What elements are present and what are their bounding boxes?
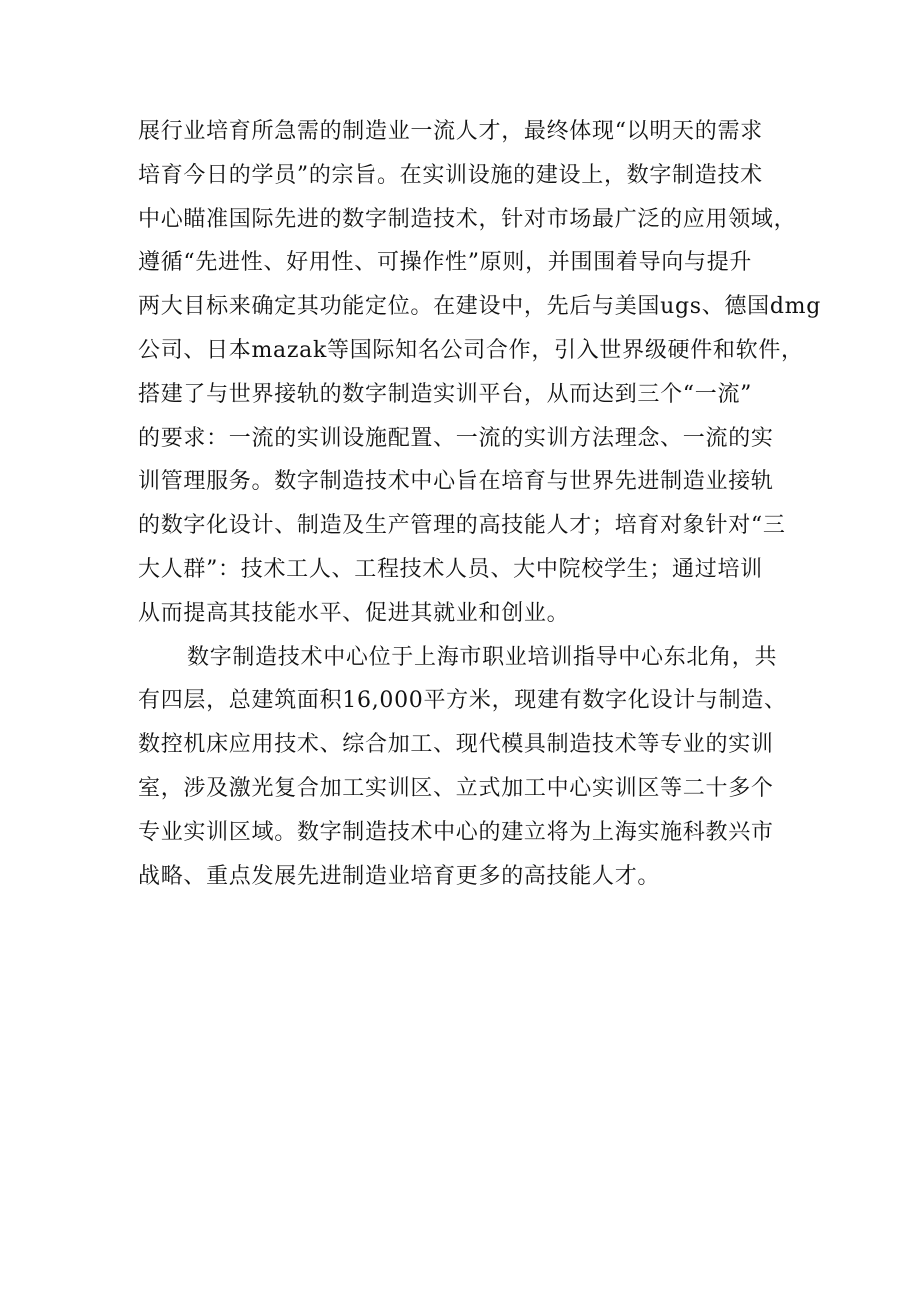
paragraph-2-line: 专业实训区域。数字制造技术中心的建立将为上海实施科教兴市 xyxy=(138,819,774,845)
document-body xyxy=(138,110,821,898)
paragraph-1-line: 遵循“先进性、好用性、可操作性”原则，并围围着导向与提升 xyxy=(138,250,753,276)
paragraph-1-line: 搭建了与世界接轨的数字制造实训平台，从而达到三个“一流” xyxy=(138,381,753,407)
paragraph-1-line: 培育今日的学员”的宗旨。在实训设施的建设上，数字制造技术 xyxy=(138,162,763,188)
paragraph-2 xyxy=(138,636,798,899)
paragraph-1-line: 展行业培育所急需的制造业一流人才，最终体现“以明天的需求 xyxy=(138,119,763,144)
paragraph-1-line: 两大目标来确定其功能定位。在建设中，先后与美国ugs、德国dmg xyxy=(138,294,821,320)
paragraph-2-line: 有四层，总建筑面积16,000平方米，现建有数字化设计与制造、 xyxy=(138,688,787,714)
paragraph-1 xyxy=(138,110,821,636)
paragraph-1-line: 的数字化设计、制造及生产管理的高技能人才；培育对象针对“三 xyxy=(138,513,786,539)
paragraph-2-line: 数字制造技术中心位于上海市职业培训指导中心东北角，共 xyxy=(187,644,778,670)
paragraph-1-line: 训管理服务。数字制造技术中心旨在培育与世界先进制造业接轨 xyxy=(138,469,774,495)
paragraph-2-line: 数控机床应用技术、综合加工、现代模具制造技术等专业的实训 xyxy=(138,732,774,758)
paragraph-1-line: 大人群”：技术工人、工程技术人员、大中院校学生；通过培训 xyxy=(138,556,763,582)
paragraph-2-line: 战略、重点发展先进制造业培育更多的高技能人才。 xyxy=(138,863,661,889)
paragraph-2-line: 室，涉及激光复合加工实训区、立式加工中心实训区等二十多个 xyxy=(138,775,774,801)
paragraph-1-line: 中心瞄准国际先进的数字制造技术，针对市场最广泛的应用领域， xyxy=(138,206,797,232)
paragraph-1-line: 的要求：一流的实训设施配置、一流的实训方法理念、一流的实 xyxy=(138,425,774,451)
paragraph-1-line: 公司、日本mazak等国际知名公司合作，引入世界级硬件和软件， xyxy=(138,337,804,363)
paragraph-1-line: 从而提高其技能水平、促进其就业和创业。 xyxy=(138,600,570,626)
